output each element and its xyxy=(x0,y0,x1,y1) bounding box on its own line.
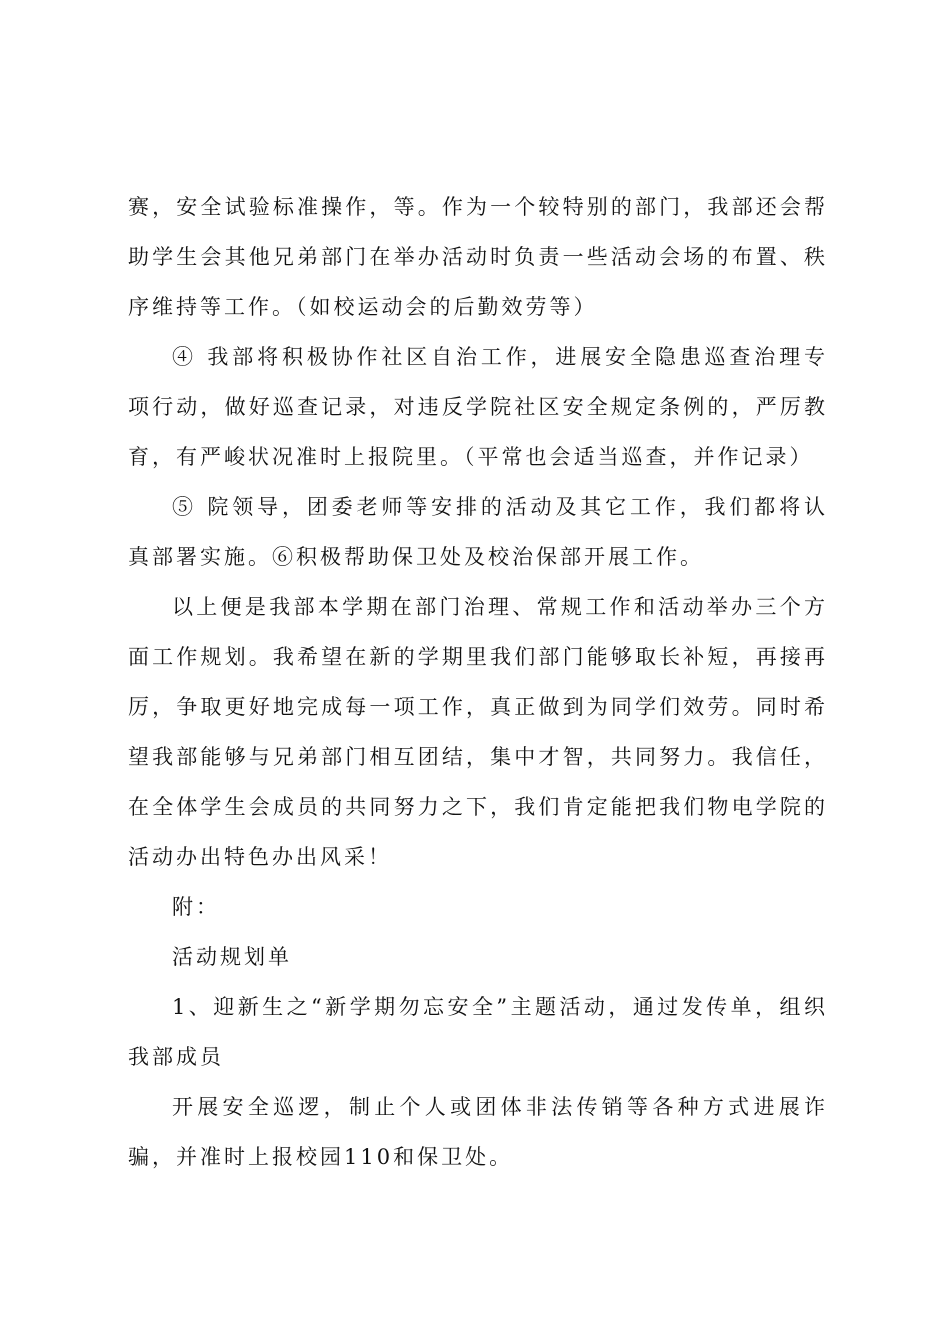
paragraph-item-4: ④ 我部将积极协作社区自治工作，进展安全隐患巡查治理专项行动，做好巡查记录，对违反学院社区安全规定条例的，严厉教育，有严峻状况准时上报院里。（平常也会适当巡查，并作记录） xyxy=(128,345,828,469)
paragraph-continuation: 赛，安全试验标准操作，等。作为一个较特别的部门，我部还会帮助学生会其他兄弟部门在举办活动时负责一些活动会场的布置、秩序维持等工作。（如校运动会的后勤效劳等） xyxy=(128,195,828,319)
activity-item-1: 1、迎新生之“新学期勿忘安全”主题活动，通过发传单，组织我部成员 xyxy=(128,995,828,1069)
document-body xyxy=(128,182,828,1182)
activity-item-1-continued: 开展安全巡逻，制止个人或团体非法传销等各种方式进展诈骗，并准时上报校园110和保卫处。 xyxy=(128,1095,828,1169)
activity-plan-heading: 活动规划单 xyxy=(172,945,292,969)
appendix-label: 附： xyxy=(172,895,220,919)
paragraph-item-5-6: ⑤ 院领导，团委老师等安排的活动及其它工作，我们都将认真部署实施。⑥积极帮助保卫处及校治保部开展工作。 xyxy=(128,495,828,569)
paragraph-summary: 以上便是我部本学期在部门治理、常规工作和活动举办三个方面工作规划。我希望在新的学期里我们部门能够取长补短，再接再厉，争取更好地完成每一项工作，真正做到为同学们效劳。同时希望我部能够与兄弟部门相互团结，集中才智，共同努力。我信任，在全体学生会成员的共同努力之下，我们肯定能把我们物电学院的活动办出特色办出风采！ xyxy=(128,595,828,869)
